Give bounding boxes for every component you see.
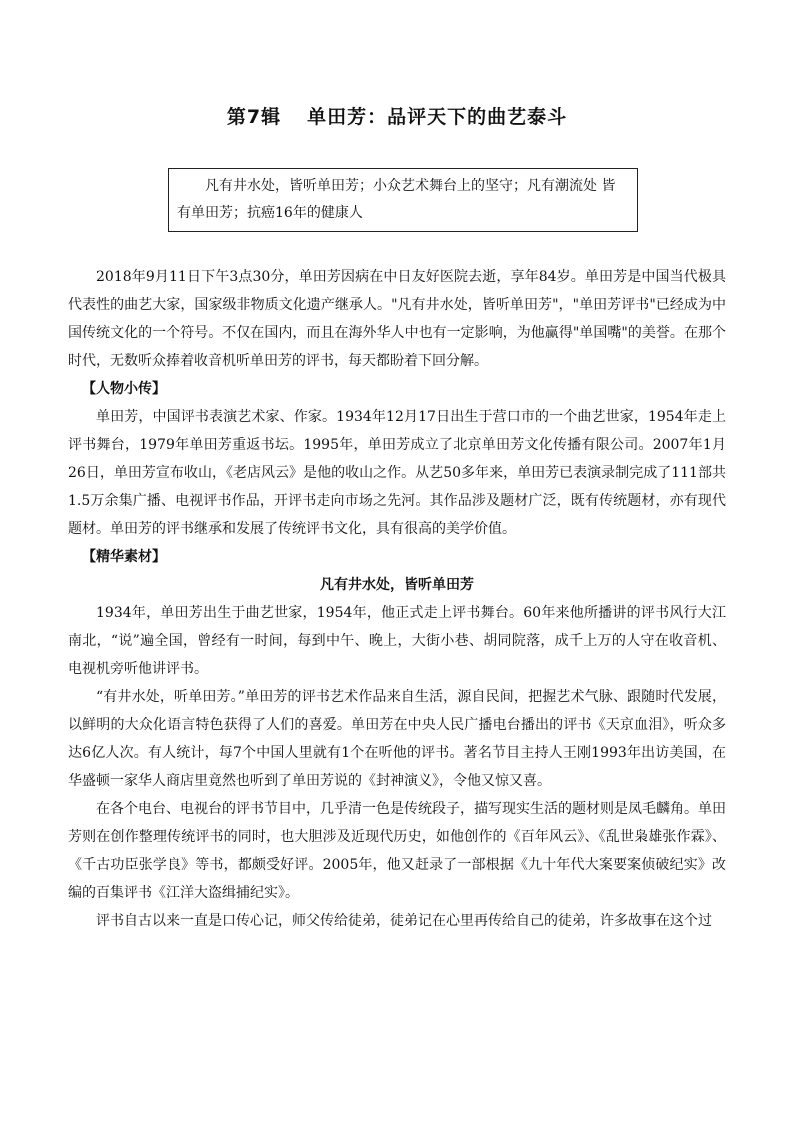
summary-box: [168, 168, 638, 232]
material-paragraph: “有井水处，听单田芳。”单田芳的评书艺术作品来自生活，源自民间，把握艺术气脉、跟随时代发展，以鲜明的大众化语言特色获得了人们的喜爱。单田芳在中央人民广播电台播出的评书《天京血泪》，听众多达6亿人次。有人统计，每7个中国人里就有1个在听他的评书。著名节目主持人王刚1993年出访美国，在华盛顿一家华人商店里竟然也听到了单田芳说的《封神演义》，令他又惊又喜。: [68, 689, 726, 789]
section-heading-material: 【精华素材】: [82, 549, 166, 565]
material-paragraph: 1934年，单田芳出生于曲艺世家，1954年，他正式走上评书舞台。60年来他所播讲的评书风行大江南北，“说”遍全国，曾经有一时间，每到中午、晚上，大街小巷、胡同院落，成千上万的人守在收音机、电视机旁听他讲评书。: [68, 605, 726, 677]
material-paragraph: 在各个电台、电视台的评书节目中，几乎清一色是传统段子，描写现实生活的题材则是凤毛麟角。单田芳则在创作整理传统评书的同时，也大胆涉及近现代历史，如他创作的《百年风云》、《乱世枭雄张作霖》、《千古功臣张学良》等书，都颇受好评。2005年，他又赶录了一部根据《九十年代大案要案侦破纪实》改编的百集评书《江洋大盗缉捕纪实》。: [68, 801, 726, 901]
summary-text: 凡有井水处，皆听单田芳；小众艺术舞台上的坚守；凡有潮流处 皆有单田芳；抗癌16年的健康人: [177, 178, 616, 221]
bio-paragraph: 单田芳，中国评书表演艺术家、作家。1934年12月17日出生于营口市的一个曲艺世家，1954年走上评书舞台，1979年单田芳重返书坛。1995年，单田芳成立了北京单田芳文化传播有限公司。2007年1月26日，单田芳宣布收山，《老店风云》是他的收山之作。从艺50多年来，单田芳已表演录制完成了111部共1.5万余集广播、电视评书作品，开评书走向市场之先河。其作品涉及题材广泛，既有传统题材，亦有现代题材。单田芳的评书继承和发展了传统评书文化，具有很高的美学价值。: [68, 409, 726, 537]
title-episode: 第7辑: [226, 106, 282, 128]
material-subtitle: 凡有井水处，皆听单田芳: [320, 577, 474, 593]
material-paragraph: 评书自古以来一直是口传心记，师父传给徒弟，徒弟记在心里再传给自己的徒弟，许多故事在这个过: [96, 913, 712, 929]
section-heading-bio: 【人物小传】: [82, 381, 166, 397]
article-body: [68, 263, 726, 935]
page-title: [0, 102, 794, 129]
intro-paragraph: 2018年9月11日下午3点30分，单田芳因病在中日友好医院去逝，享年84岁。单田芳是中国当代极具代表性的曲艺大家，国家级非物质文化遗产继承人。"凡有井水处，皆听单田芳"，"单田芳评书"已经成为中国传统文化的一个符号。不仅在国内，而且在海外华人中也有一定影响，为他赢得"单国嘴"的美誉。在那个时代，无数听众捧着收音机听单田芳的评书，每天都盼着下回分解。: [68, 269, 726, 369]
title-main: 单田芳：品评天下的曲艺泰斗: [307, 106, 568, 128]
